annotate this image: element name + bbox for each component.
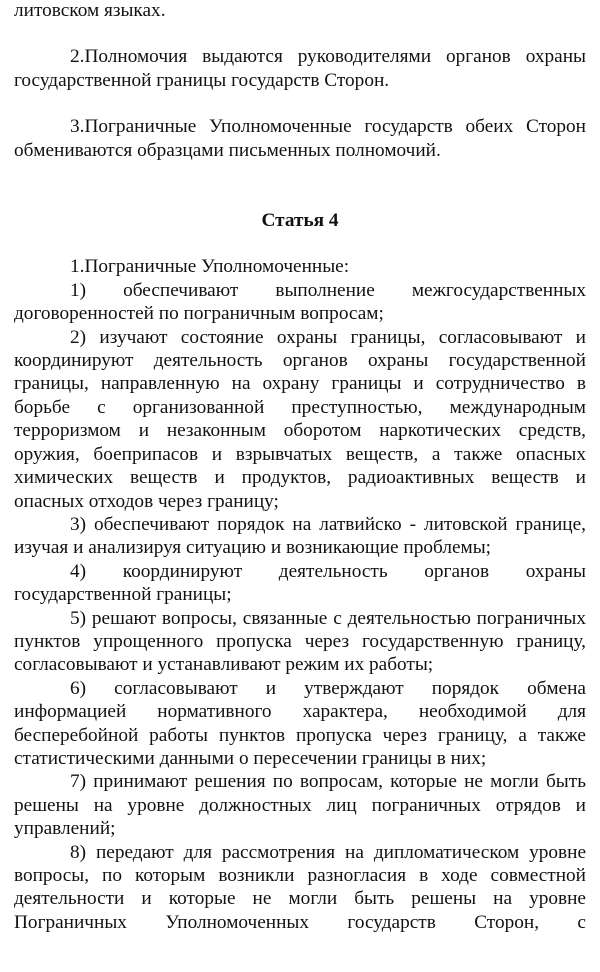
text-fragment-top: литовском языках. (14, 0, 166, 21)
paragraph-3: 3.Пограничные Уполномоченные государств обеих Сторон обмениваются образцами письменных полномочий. (14, 116, 586, 161)
list-item-4: 4) координируют деятельность органов охраны государственной границы; (14, 560, 586, 606)
list-item-1: 1) обеспечивают выполнение межгосударственных договоренностей по пограничным вопросам; (14, 279, 586, 325)
list-item-6: 6) согласовывают и утверждают порядок обмена информацией нормативного характера, необходимой для бесперебойной работы пунктов пропуска через границу, а также статистическими данными о пересечении границы в них; (14, 677, 586, 769)
list-item-7: 7) принимают решения по вопросам, которые не могли быть решены на уровне должностных лиц пограничных отрядов и управлений; (14, 771, 586, 840)
document-page (14, 0, 586, 934)
article-title: Статья 4 (261, 210, 339, 232)
list-item-2: 2) изучают состояние охраны границы, согласовывают и координируют деятельность органов охраны государственной границы, направленную на охрану границы и сотрудничество в борьбе с организованной преступностью, международным терроризмом и незаконным оборотом наркотических средств, оружия, боеприпасов и взрывчатых веществ, а также опасных химических веществ и продуктов, радиоактивных веществ и опасных отходов через границу; (14, 326, 586, 512)
list-item-8: 8) передают для рассмотрения на дипломатическом уровне вопросы, по которым возникли разногласия в ходе совместной деятельности и которые не могли быть решены на уровне Пограничных Уполномоченных государств Сторон, с (14, 841, 586, 933)
paragraph-2: 2.Полномочия выдаются руководителями органов охраны государственной границы государств Сторон. (14, 46, 586, 91)
list-item-3: 3) обеспечивают порядок на латвийско - литовской границе, изучая и анализируя ситуацию и возникающие проблемы; (14, 513, 586, 559)
list-item-5: 5) решают вопросы, связанные с деятельностью пограничных пунктов упрощенного пропуска через государственную границу, согласовывают и устанавливают режим их работы; (14, 607, 586, 676)
article-intro: 1.Пограничные Уполномоченные: (70, 256, 350, 278)
